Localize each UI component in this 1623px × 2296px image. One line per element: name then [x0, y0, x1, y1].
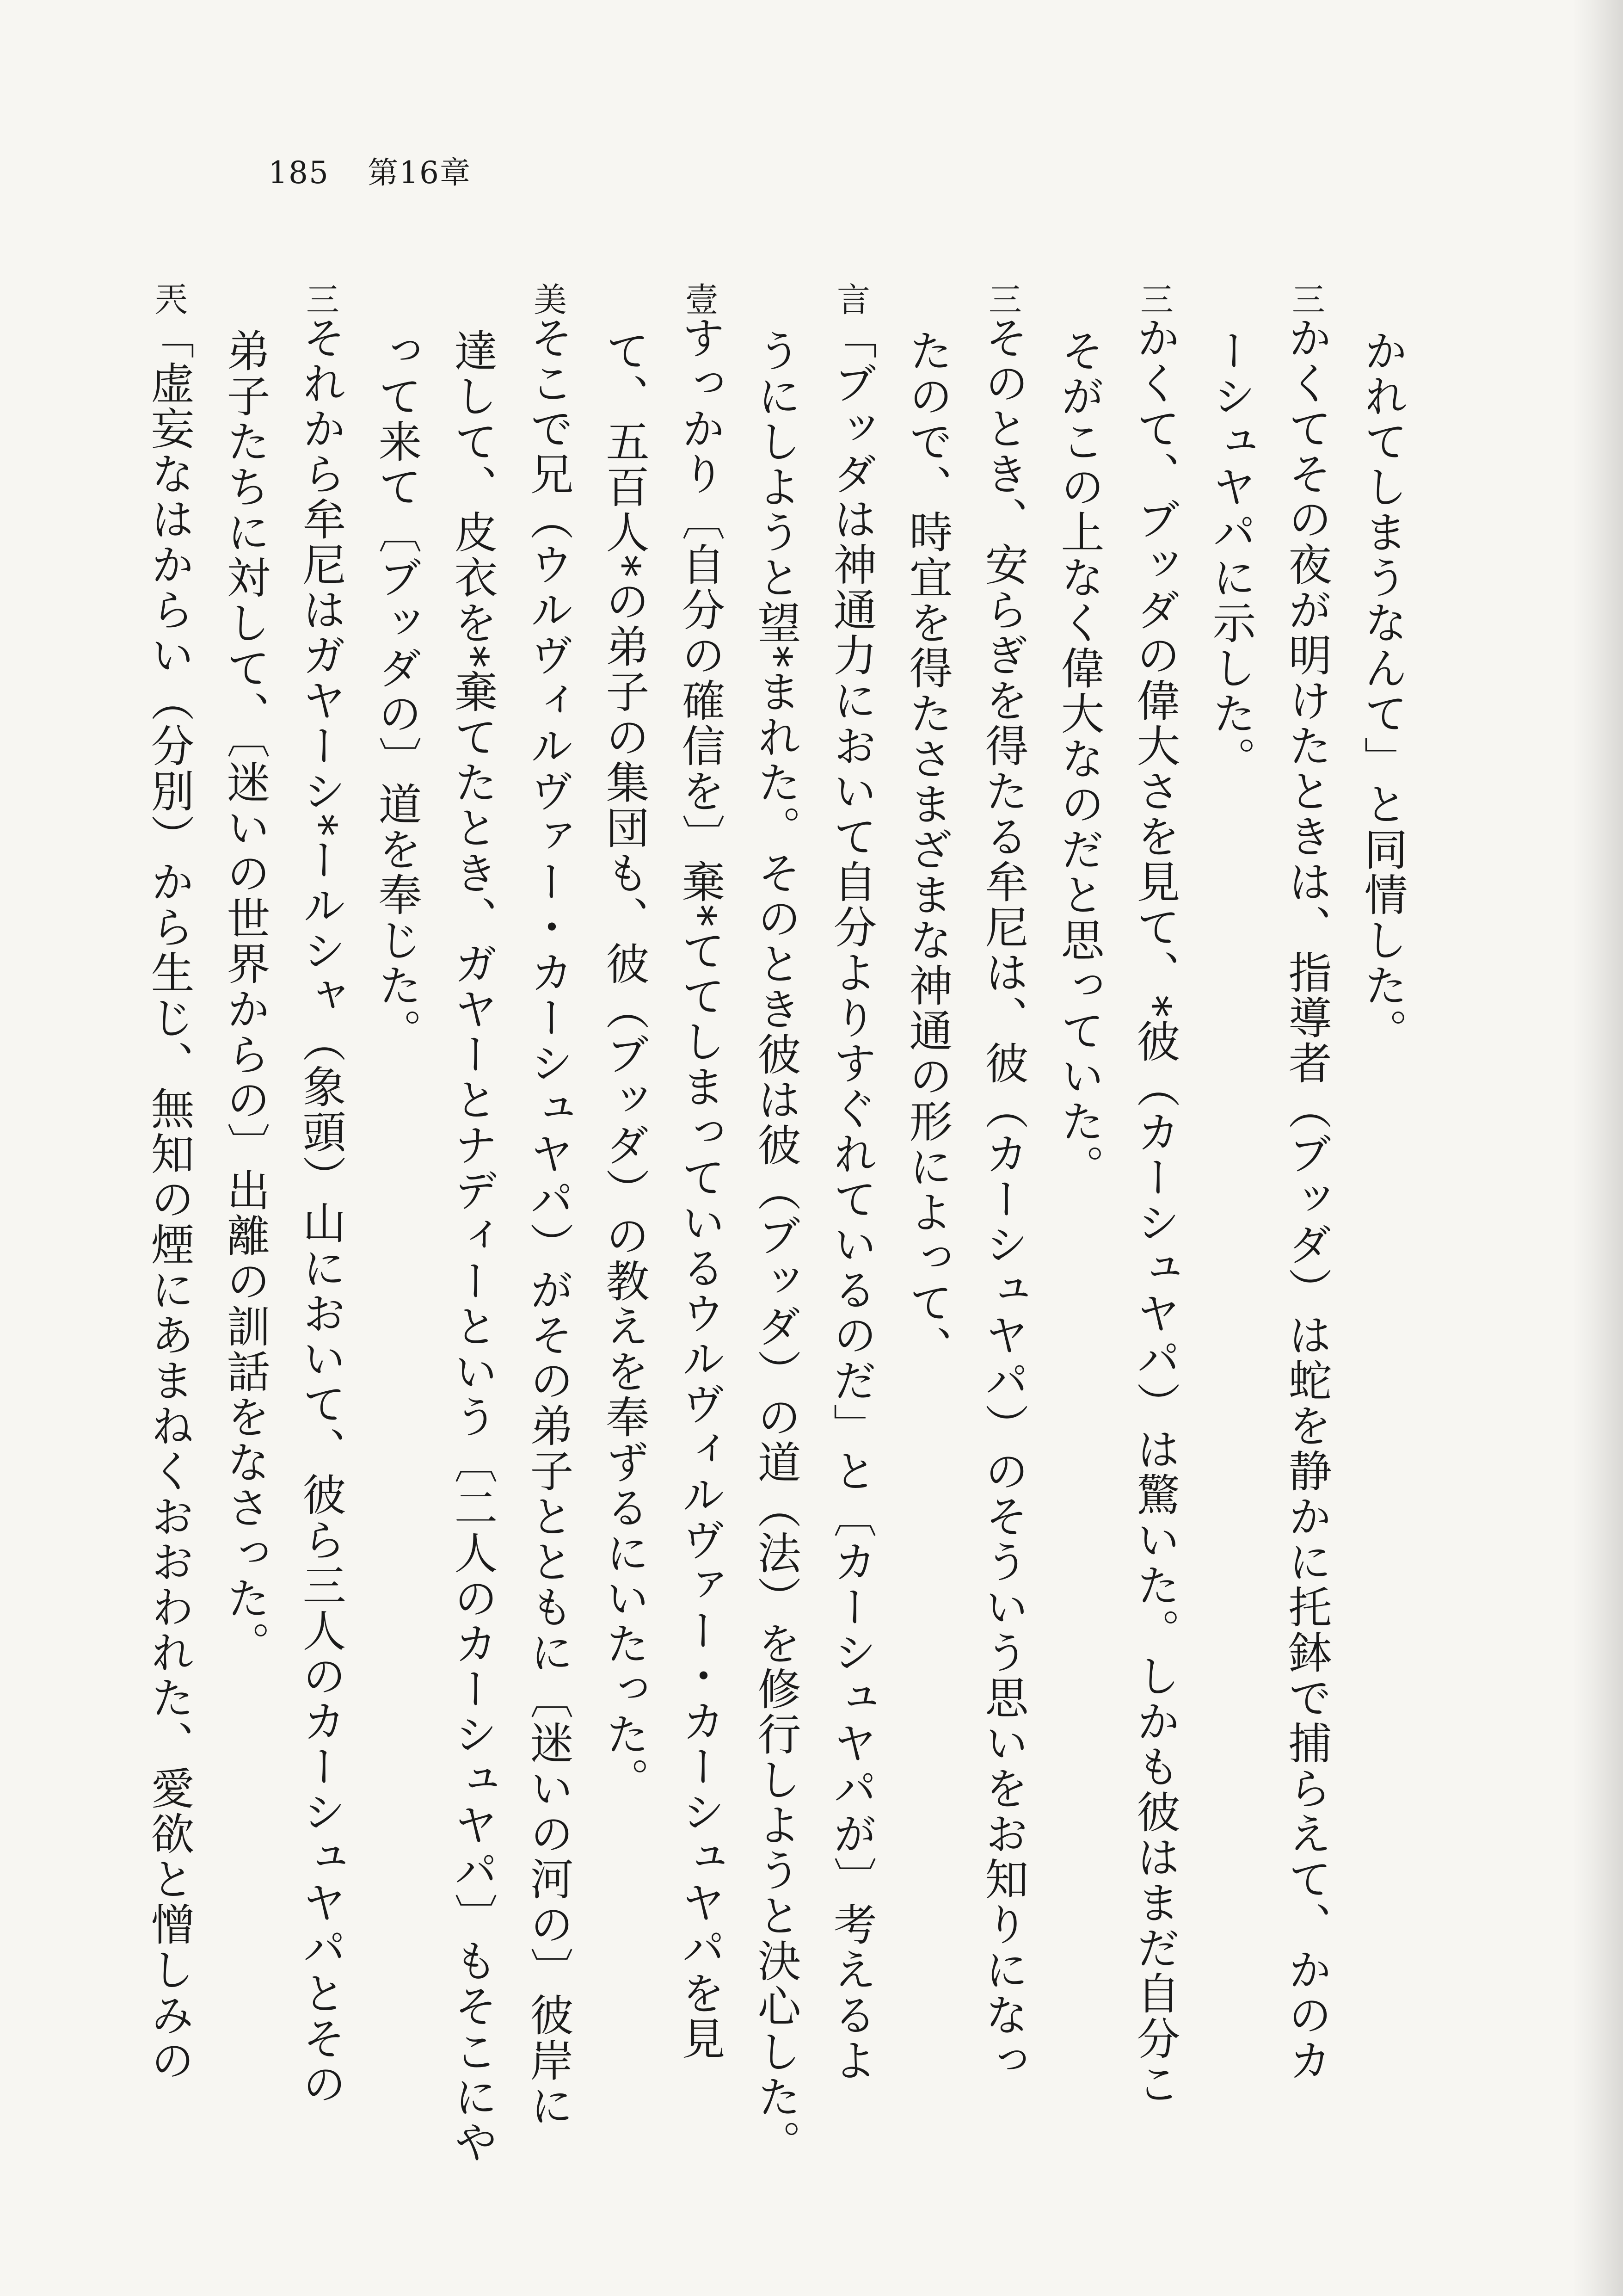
text-line — [282, 282, 358, 2132]
text-line — [813, 282, 889, 2132]
line-text: そがこの上なく偉大なのだと思っていた。 — [1053, 328, 1104, 1190]
line-text: かくて、ブッダの偉大さを見て、*彼（カーシュヤパ）は驚いた。しかも彼はまだ自分こ — [1129, 315, 1180, 2107]
verse-number: 三 — [301, 282, 339, 315]
text-line — [206, 282, 282, 2132]
text-line — [889, 282, 965, 2132]
line-text: て、五百人*の弟子の集団も、彼（ブッダ）の教えを奉ずるにいたった。 — [598, 328, 649, 1802]
line-text: 「虚妄なはからい（分別）から生じ、無知の煙にあまねくおおわれた、愛欲と憎しみの — [143, 315, 194, 2083]
line-text: 弟子たちに対して、〔迷いの世界からの〕出離の訓話をなさった。 — [219, 328, 270, 1666]
binding-shadow — [1572, 0, 1623, 2296]
line-text: 「ブッダは神通力において自分よりすぐれているのだ」と〔カーシュヤパが〕考えるよ — [826, 315, 876, 2083]
text-line — [1268, 282, 1344, 2132]
line-text: かくてその夜が明けたときは、指導者（ブッダ）は蛇を静かに托鉢で捕らえて、かのカ — [1281, 315, 1331, 2083]
text-line — [1116, 282, 1192, 2132]
text-line — [1344, 282, 1420, 2132]
verse-number: 三 — [1286, 282, 1325, 315]
verse-number: 兲 — [149, 282, 188, 315]
text-line — [585, 282, 661, 2132]
line-text: たので、時宜を得たさまざまな神通の形によって、 — [902, 328, 952, 1371]
page-number: 185 — [268, 155, 329, 191]
line-text: って来て〔ブッダの〕道を奉じた。 — [371, 328, 421, 1054]
verse-number: 三 — [1135, 282, 1174, 315]
text-line — [510, 282, 585, 2132]
verse-number: 三 — [983, 282, 1022, 315]
verse-number: 言 — [831, 282, 870, 315]
line-text: 達して、皮衣を*棄てたとき、ガヤーとナディーという〔二人のカーシュヤパ〕もそこにや — [447, 328, 497, 2165]
text-line — [965, 282, 1040, 2132]
text-line — [434, 282, 510, 2165]
vertical-body-text — [143, 282, 1420, 2165]
chapter-title: 第16章 — [367, 155, 471, 191]
verse-number: 美 — [528, 282, 567, 315]
running-header — [268, 148, 471, 192]
text-line — [1192, 282, 1268, 2132]
line-text: うにしようと望*まれた。そのとき彼は彼（ブッダ）の道（法）を修行しようと決心した。 — [750, 328, 800, 2165]
text-line — [737, 282, 813, 2165]
text-line — [130, 282, 206, 2132]
line-text: そのとき、安らぎを得たる牟尼は、彼（カーシュヤパ）のそういう思いをお知りになっ — [977, 315, 1028, 2083]
line-text: ーシュヤパに示した。 — [1205, 328, 1255, 782]
line-text: すっかり〔自分の確信を〕棄*ててしまっているウルヴィルヴァー・カーシュヤパを見 — [674, 315, 725, 2061]
text-line — [358, 282, 434, 2132]
text-line — [1040, 282, 1116, 2132]
text-line — [661, 282, 737, 2132]
verse-number: 壹 — [680, 282, 719, 315]
line-text: かれてしまうなんて」と同情した。 — [1357, 328, 1407, 1054]
line-text: それから牟尼はガヤーシ*ールシャ（象頭）山において、彼ら三人のカーシュヤパとその — [295, 315, 345, 2107]
line-text: そこで兄（ウルヴィルヴァー・カーシュヤパ）がその弟子とともに〔迷いの河の〕彼岸に — [523, 315, 573, 2129]
